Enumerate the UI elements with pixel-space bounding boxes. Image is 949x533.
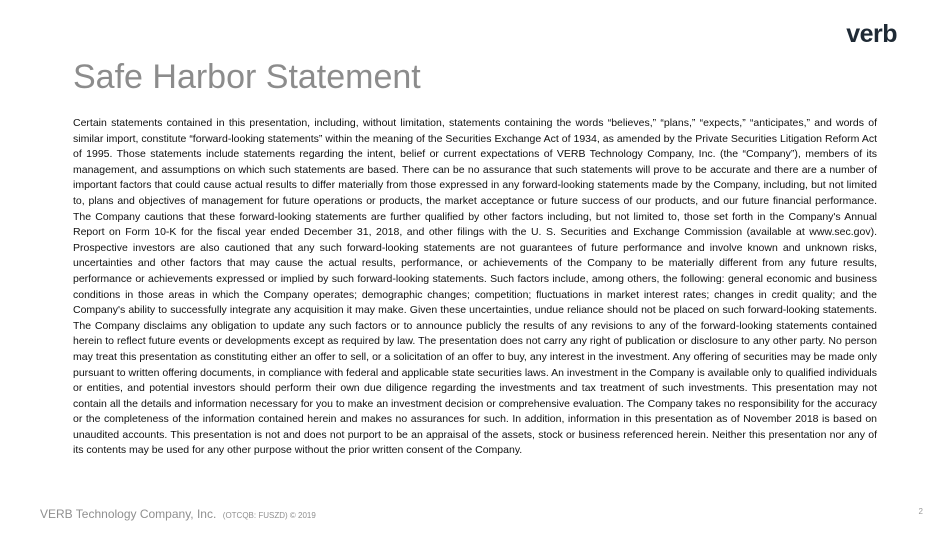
page-title: Safe Harbor Statement (73, 58, 421, 96)
verb-logo: verb (846, 20, 897, 48)
page-number: 2 (918, 507, 923, 516)
safe-harbor-body: Certain statements contained in this presentation, including, without limitation, statements containing the words “believes,” “plans,” “expects,” “anticipates,” and words of similar import, constitute “forward-looking statements” within the meaning of the Securities Exchange Act of 1934, as amended by the Private Securities Litigation Reform Act of 1995. Those statements include statements regarding the intent, belief or current expectations of VERB Technology Company, Inc. (the “Company”), members of its management, and assumptions on which such statements are based. There can be no assurance that such statements will prove to be accurate and there are a number of important factors that could cause actual results to differ materially from those expressed in any forward-looking statements made by the Company, including, but not limited to, plans and objectives of management for future operations or products, the market acceptance or future success of our products, and our future financial performance. The Company cautions that these forward-looking statements are further qualified by other factors including, but not limited to, those set forth in the Company's Annual Report on Form 10-K for the fiscal year ended December 31, 2018, and other filings with the U. S. Securities and Exchange Commission (available at www.sec.gov). Prospective investors are also cautioned that any such forward-looking statements are not guarantees of future performance and involve known and unknown risks, uncertainties and other factors that may cause the actual results, performance, or achievements of the Company to be materially different from any future results, performance or achievements expressed or implied by such forward-looking statements. Such factors include, among others, the following: general economic and business conditions in those areas in which the Company operates; demographic changes; competition; fluctuations in market interest rates; changes in credit quality; and the Company's ability to successfully integrate any acquisition it may make. Given these uncertainties, undue reliance should not be placed on such forward-looking statements. The Company disclaims any obligation to update any such factors or to announce publicly the results of any revisions to any of the forward-looking statements contained herein to reflect future events or developments except as required by law. The presentation does not carry any right of publication or disclosure to any other party. No person may treat this presentation as constituting either an offer to sell, or a solicitation of an offer to buy, any interest in the investment. Any offering of securities may be made only pursuant to written offering documents, in compliance with federal and applicable state securities laws. An investment in the Company is available only to qualified individuals or entities, and potential investors should perform their own due diligence regarding the investments and tax treatment of such investments. This presentation may not contain all the details and information necessary for you to make an investment decision or comprehensive evaluation. The Company takes no responsibility for the accuracy or the completeness of the information contained herein and makes no assurances for such. In addition, information in this presentation as of November 2018 is based on unaudited accounts. This presentation is not and does not purport to be an appraisal of the assets, stock or business referenced herein. Neither this presentation nor any of its contents may be used for any other purpose without the prior written consent of the Company. (73, 117, 877, 457)
footer-meta: (OTCQB: FUSZD) © 2019 (222, 511, 316, 520)
footer-company: VERB Technology Company, Inc. (40, 507, 217, 521)
footer (40, 505, 316, 523)
